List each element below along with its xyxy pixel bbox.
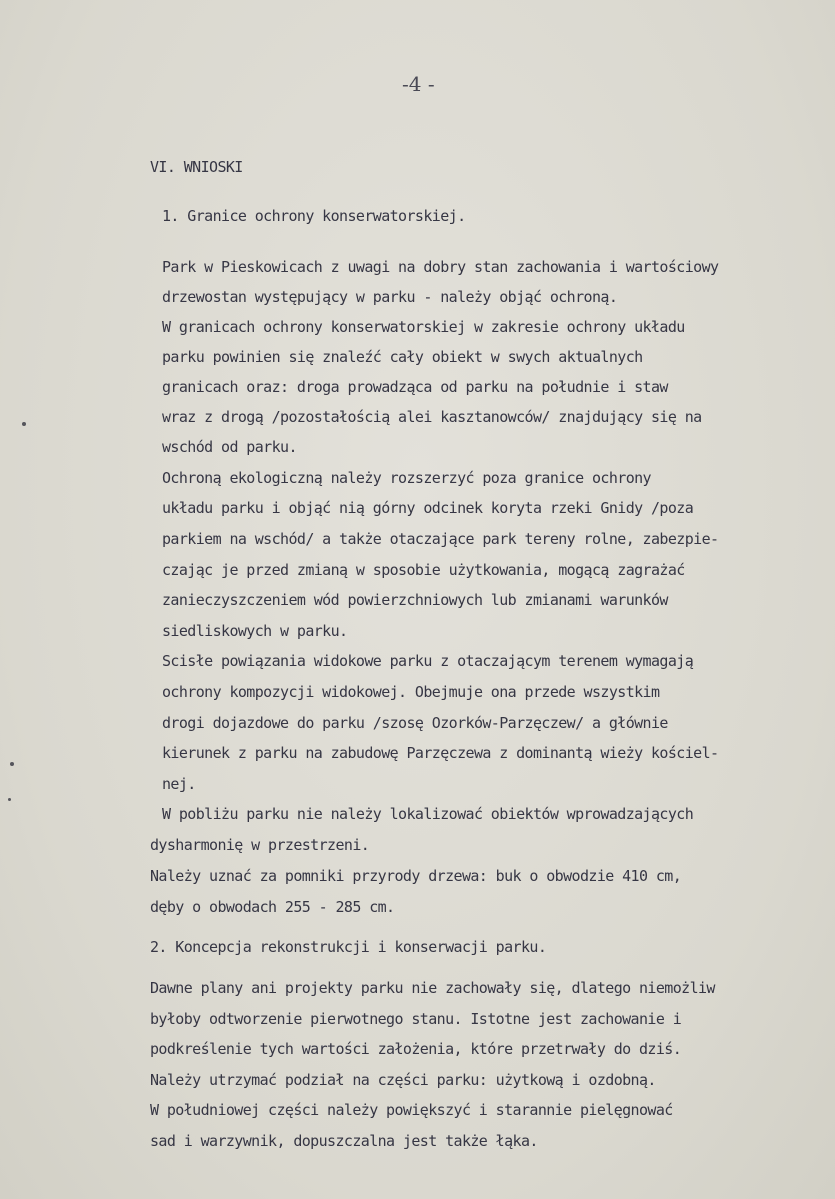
text-line: granicach oraz: droga prowadząca od parku na południe i staw [162,378,668,396]
punch-mark [8,798,11,801]
text-line: wschód od parku. [162,438,297,456]
text-line: byłoby odtworzenie pierwotnego stanu. Istotne jest zachowanie i [150,1010,682,1028]
subsection-title-2: 2. Koncepcja rekonstrukcji i konserwacji parku. [150,938,547,956]
text-line: W pobliżu parku nie należy lokalizować obiektów wprowadzających [162,805,694,823]
page-number: -4 - [402,72,435,96]
text-line: parkiem na wschód/ a także otaczające park tereny rolne, zabezpie- [162,530,719,548]
text-line: nej. [162,775,196,793]
text-line: wraz z drogą /pozostałością alei kasztanowców/ znajdujący się na [162,408,702,426]
text-line: Należy utrzymać podział na części parku: użytkową i ozdobną. [150,1071,656,1089]
text-line: drzewostan występujący w parku - należy objąć ochroną. [162,288,618,306]
text-line: Scisłe powiązania widokowe parku z otaczającym terenem wymagają [162,652,694,670]
text-line: układu parku i objąć nią górny odcinek koryta rzeki Gnidy /poza [162,499,694,517]
subsection-title-1: 1. Granice ochrony konserwatorskiej. [162,207,466,225]
text-line: zanieczyszczeniem wód powierzchniowych lub zmianami warunków [162,591,668,609]
text-line: czając je przed zmianą w sposobie użytkowania, mogącą zagrażać [162,561,685,579]
text-line: sad i warzywnik, dopuszczalna jest także łąka. [150,1132,538,1150]
section-title: VI. WNIOSKI [150,158,243,176]
text-line: Dawne plany ani projekty parku nie zachowały się, dlatego niemożliw [150,979,715,997]
text-line: dęby o obwodach 255 - 285 cm. [150,898,395,916]
text-line: siedliskowych w parku. [162,622,348,640]
text-line: ochrony kompozycji widokowej. Obejmuje ona przede wszystkim [162,683,660,701]
text-line: Należy uznać za pomniki przyrody drzewa: buk o obwodzie 410 cm, [150,867,682,885]
text-line: Ochroną ekologiczną należy rozszerzyć poza granice ochrony [162,469,651,487]
punch-mark [10,762,14,766]
text-line: parku powinien się znaleźć cały obiekt w swych aktualnych [162,348,643,366]
text-line: drogi dojazdowe do parku /szosę Ozorków-Parzęczew/ a głównie [162,714,668,732]
punch-mark [22,422,26,426]
text-line: W granicach ochrony konserwatorskiej w zakresie ochrony układu [162,318,685,336]
text-line: kierunek z parku na zabudowę Parzęczewa z dominantą wieży kościel- [162,744,719,762]
text-line: W południowej części należy powiększyć i starannie pielęgnować [150,1101,673,1119]
text-line: dysharmonię w przestrzeni. [150,836,370,854]
text-line: Park w Pieskowicach z uwagi na dobry stan zachowania i wartościowy [162,258,719,276]
text-line: podkreślenie tych wartości założenia, które przetrwały do dziś. [150,1040,682,1058]
